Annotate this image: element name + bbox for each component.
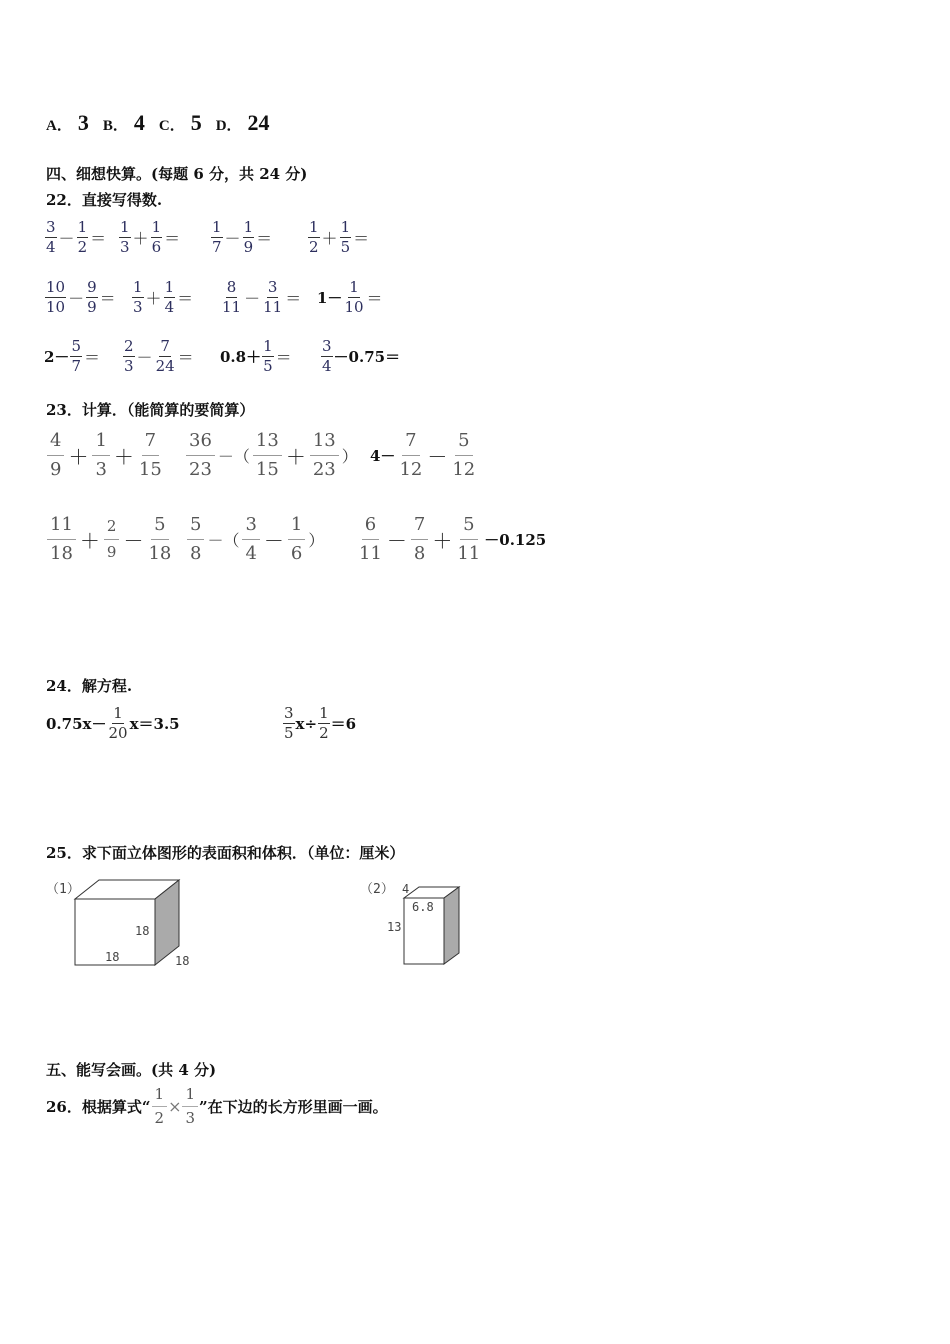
q22-r2-e4: 1－ $\frac{1}{10}$ ＝ xyxy=(317,278,383,316)
q24-eq2: $\frac{3}{5}$ x÷ $\frac{1}{2}$ ＝6 xyxy=(284,704,357,742)
choice-c-letter: C． xyxy=(158,118,185,134)
choice-a-letter: A． xyxy=(46,118,72,134)
choice-b-letter: B． xyxy=(102,118,128,134)
choice-c-value: 5 xyxy=(190,110,202,135)
choice-a-value: 3 xyxy=(77,110,89,135)
figure1-cube xyxy=(46,876,206,976)
cuboid-drawing xyxy=(360,876,470,976)
section5-title: 五、能写会画。(共 4 分) xyxy=(46,1061,217,1079)
q23-label: 23．计算．（能简算的要简算） xyxy=(46,401,255,419)
figure2-tag: （2） xyxy=(360,882,394,897)
q22-r1-e1: $\frac{3}{4}$ － $\frac{1}{2}$ ＝ xyxy=(46,218,107,256)
figure2-top-label: 4 xyxy=(402,882,410,896)
q26-text: 26．根据算式“ $\frac{1}{2}$ × $\frac{1}{3}$ ”在下边的长方形里画一画。 xyxy=(46,1085,388,1127)
choices-row xyxy=(46,110,270,136)
section4-title: 四、细想快算。(每题 6 分，共 24 分) xyxy=(46,165,308,183)
figure2-width-label: 6.8 xyxy=(412,900,434,914)
q22-r1-e4: $\frac{1}{2}$ ＋ $\frac{1}{5}$ ＝ xyxy=(309,218,370,256)
figure2-height-label: 13 xyxy=(387,920,402,934)
q24-eq1: 0.75x－ $\frac{1}{20}$ x＝3.5 xyxy=(46,704,180,742)
choice-b-value: 4 xyxy=(133,110,145,135)
q23-e2: $\frac{36}{23}$ －（ $\frac{13}{15}$ ＋ $\frac{13}{23}$ ） xyxy=(183,432,358,479)
q22-r3-e4: $\frac{3}{4}$ －0.75＝ xyxy=(322,337,401,375)
q22-r3-e3: 0.8＋ $\frac{1}{5}$ ＝ xyxy=(220,337,292,375)
q23-e1: $\frac{4}{9}$ ＋ $\frac{1}{3}$ ＋ $\frac{7}{15}$ xyxy=(44,432,166,479)
q25-label: 25．求下面立体图形的表面积和体积．（单位：厘米） xyxy=(46,844,405,862)
q23-e6: $\frac{6}{11}$ － $\frac{7}{8}$ ＋ $\frac{5}{11}$ －0.125 xyxy=(359,514,547,564)
q22-r1-e2: $\frac{1}{3}$ ＋ $\frac{1}{6}$ ＝ xyxy=(120,218,181,256)
q22-r3-e2: $\frac{2}{3}$ － $\frac{7}{24}$ ＝ xyxy=(124,337,194,375)
q22-r1-e3: $\frac{1}{7}$ － $\frac{1}{9}$ ＝ xyxy=(212,218,273,256)
q22-r3-e1: 2－ $\frac{5}{7}$ ＝ xyxy=(44,337,100,375)
q24-label: 24．解方程. xyxy=(46,677,133,695)
q22-label: 22．直接写得数. xyxy=(46,191,163,209)
q22-r2-e2: $\frac{1}{3}$ ＋ $\frac{1}{4}$ ＝ xyxy=(133,278,194,316)
q23-e5: $\frac{5}{8}$ －（ $\frac{3}{4}$ － $\frac{1}{6}$ ） xyxy=(184,516,324,563)
q23-e3: 4－ $\frac{7}{12}$ － $\frac{5}{12}$ xyxy=(370,430,476,480)
choice-d-value: 24 xyxy=(247,110,270,135)
q23-e4: $\frac{11}{18}$ ＋ $\frac{2}{9}$ － $\frac{5}{18}$ xyxy=(44,516,175,563)
figure1-height-label: 18 xyxy=(135,924,150,938)
figure2-cuboid xyxy=(360,876,470,976)
figure1-tag: （1） xyxy=(46,882,80,897)
q22-r2-e3: $\frac{8}{11}$ － $\frac{3}{11}$ ＝ xyxy=(222,278,302,316)
q22-r2-e1: $\frac{10}{10}$ － $\frac{9}{9}$ ＝ xyxy=(46,278,116,316)
figure1-width-label: 18 xyxy=(105,950,120,964)
choice-d-letter: D． xyxy=(215,118,242,134)
figure1-depth-label: 18 xyxy=(175,954,190,968)
